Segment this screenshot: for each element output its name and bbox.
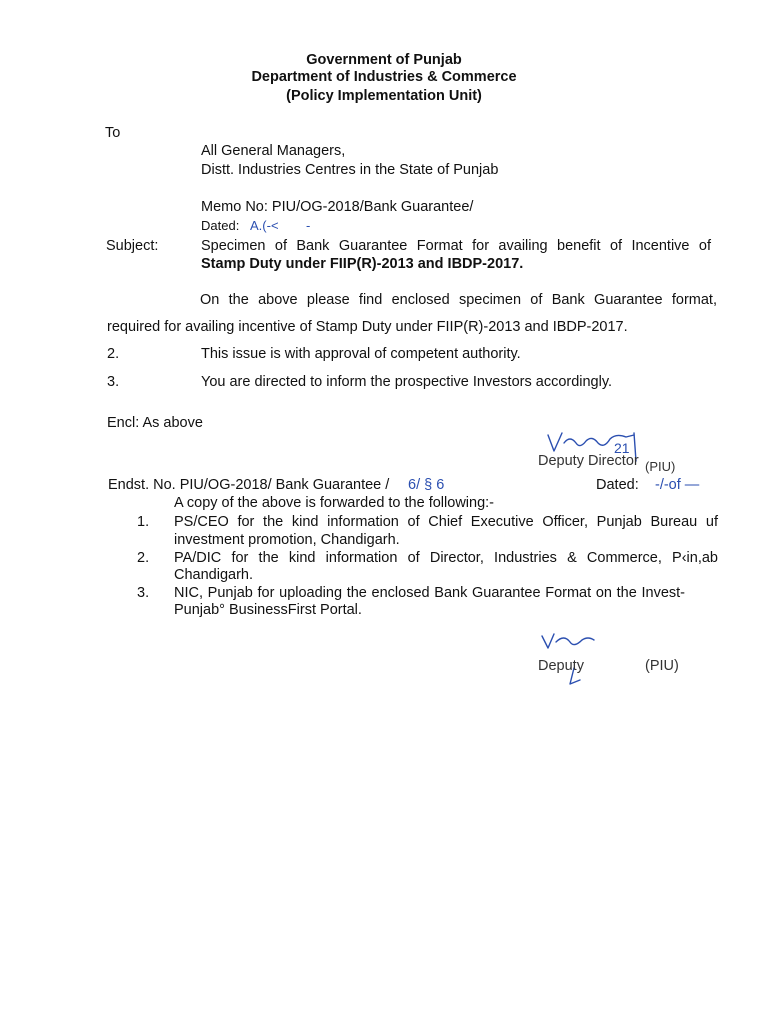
endorsement-item-2-line-1: PA/DIC for the kind information of Director, Industries & Commerce, P‹in,ab <box>174 550 718 566</box>
endorsement-dated-value: -/-of — <box>655 477 700 493</box>
endorsement-intro: A copy of the above is forwarded to the following:- <box>174 495 494 511</box>
body-para-1-line-1: On the above please find enclosed specimen of Bank Guarantee format, <box>200 292 717 308</box>
signature-2-designation: Deputy <box>538 658 584 674</box>
signature-2-unit: (PIU) <box>645 658 679 674</box>
subject-label: Subject: <box>106 238 159 254</box>
recipient-line-2: Distt. Industries Centres in the State of Punjab <box>201 162 499 178</box>
endorsement-item-1-line-1: PS/CEO for the kind information of Chief Executive Officer, Punjab Bureau uf <box>174 514 718 530</box>
header-government: Government of Punjab <box>306 52 462 68</box>
subject-line-2: Stamp Duty under FIIP(R)-2013 and IBDP-2017. <box>201 256 524 272</box>
body-item-3-text: You are directed to inform the prospective Investors accordingly. <box>201 374 613 390</box>
header-department: Department of Industries & Commerce <box>251 69 517 85</box>
memo-number: Memo No: PIU/OG-2018/Bank Guarantee/ <box>201 199 474 215</box>
body-item-2-num: 2. <box>107 346 120 362</box>
endorsement-item-3-line-2: Punjab° BusinessFirst Portal. <box>174 602 362 618</box>
subject-line-1: Specimen of Bank Guarantee Format for availing benefit of Incentive of <box>201 238 711 254</box>
endorsement-item-2-line-2: Chandigarh. <box>174 567 253 583</box>
recipient-line-1: All General Managers, <box>201 143 346 159</box>
memo-dated-label: Dated: <box>201 218 240 233</box>
header-unit: (Policy Implementation Unit) <box>286 88 482 104</box>
endorsement-item-1-line-2: investment promotion, Chandigarh. <box>174 532 400 548</box>
endorsement-dated-label: Dated: <box>596 477 639 493</box>
memo-dated-dash: - <box>306 218 311 233</box>
body-para-1-line-2: required for availing incentive of Stamp Duty under FIIP(R)-2013 and IBDP-2017. <box>107 319 628 335</box>
endorsement-item-1-num: 1. <box>137 514 150 530</box>
signature-designation: Deputy Director <box>538 453 639 469</box>
endorsement-item-3-line-1: NIC, Punjab for uploading the enclosed Bank Guarantee Format on the Invest- <box>174 585 685 601</box>
body-item-2-text: This issue is with approval of competent authority. <box>201 346 521 362</box>
endorsement-handwritten-no: 6/ § 6 <box>408 477 445 493</box>
endorsement-item-2-num: 2. <box>137 550 150 566</box>
endorsement-number: Endst. No. PIU/OG-2018/ Bank Guarantee / <box>108 477 390 493</box>
signature-handwritten-date: 21 <box>614 440 630 456</box>
memo-dated-value: A.(-< <box>250 218 279 233</box>
body-item-3-num: 3. <box>107 374 120 390</box>
to-label: To <box>105 125 121 141</box>
enclosure-note: Encl: As above <box>107 415 203 431</box>
endorsement-item-3-num: 3. <box>137 585 150 601</box>
signature-unit: (PIU) <box>645 459 676 474</box>
